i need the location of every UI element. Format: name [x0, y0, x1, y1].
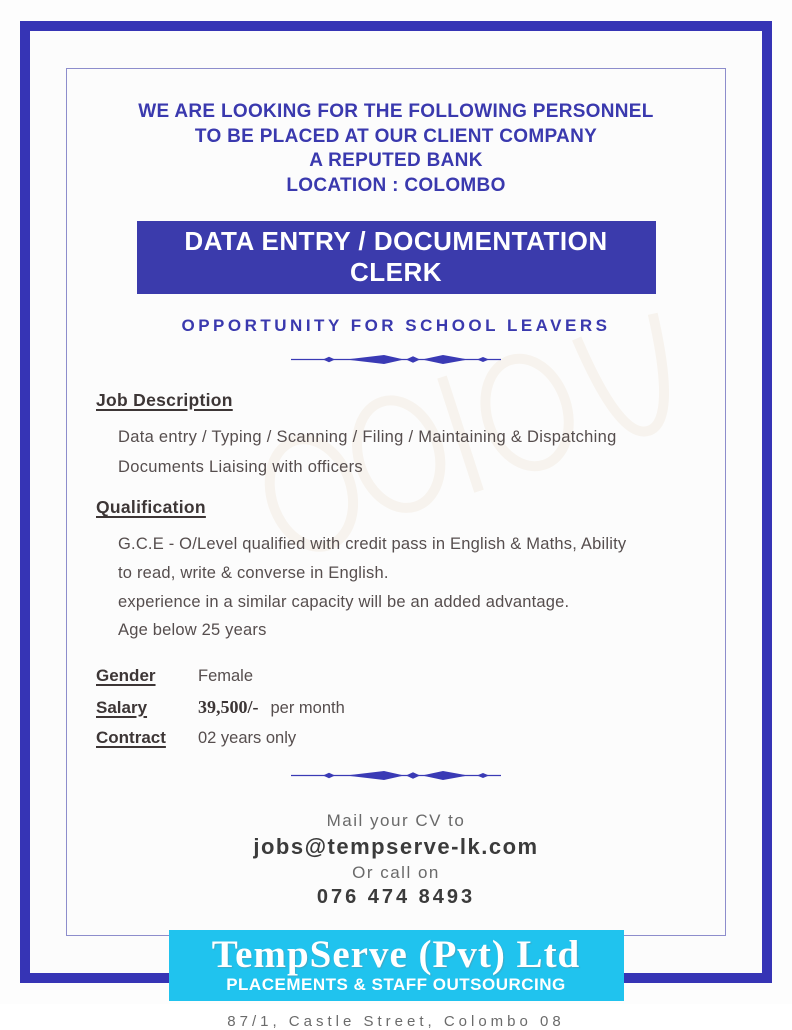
divider-ornament-icon [291, 769, 501, 782]
flyer-content [68, 70, 724, 1030]
salary-label: Salary [96, 697, 148, 717]
mail-cv-label: Mail your CV to [326, 810, 466, 830]
qualification-line: Age below 25 years [118, 621, 267, 640]
divider-bottom [68, 769, 724, 787]
company-tagline: PLACEMENTS & STAFF OUTSOURCING [226, 974, 566, 994]
header-line: LOCATION : COLOMBO [286, 174, 506, 196]
job-description-line: Documents Liaising with officers [118, 458, 363, 476]
qualification-line: experience in a similar capacity will be an added advantage. [118, 592, 570, 611]
outer-border-frame [20, 21, 772, 1030]
contract-value: 02 years only [198, 729, 297, 748]
job-description-body [118, 422, 724, 482]
salary-row [96, 692, 724, 724]
divider-top [68, 353, 724, 371]
header-line: TO BE PLACED AT OUR CLIENT COMPANY [194, 125, 598, 147]
qualification-line: G.C.E - O/Level qualified with credit pass in English & Maths, Ability [118, 535, 627, 553]
contact-block [68, 808, 724, 910]
job-description-section [68, 390, 724, 411]
job-title-banner: DATA ENTRY / DOCUMENTATION CLERK [137, 221, 656, 294]
header-line: A REPUTED BANK [309, 150, 483, 171]
company-banner [169, 930, 624, 1001]
contract-row [96, 723, 724, 754]
contact-phone: 076 474 8493 [316, 885, 476, 908]
detail-rows [96, 661, 724, 754]
gender-value: Female [198, 667, 254, 686]
header-line: WE ARE LOOKING FOR THE FOLLOWING PERSONNEL [138, 101, 654, 122]
company-address: 87/1, Castle Street, Colombo 08 [227, 1012, 565, 1030]
contact-email: jobs@tempserve-lk.com [253, 833, 539, 859]
qualification-heading: Qualification [96, 497, 206, 517]
subtitle-opportunity: OPPORTUNITY FOR SCHOOL LEAVERS [181, 316, 611, 335]
job-description-heading: Job Description [96, 390, 233, 410]
or-call-label: Or call on [352, 862, 440, 882]
qualification-section [68, 497, 724, 518]
salary-value [198, 692, 345, 724]
salary-suffix: per month [270, 698, 345, 717]
gender-row [96, 661, 724, 692]
contract-label: Contract [96, 728, 166, 748]
qualification-body [118, 530, 724, 645]
salary-amount: 39,500/- [198, 696, 259, 717]
company-name: TempServe (Pvt) Ltd [211, 932, 581, 976]
gender-label: Gender [96, 666, 156, 686]
job-description-line: Data entry / Typing / Scanning / Filing / Maintaining & Dispatching [118, 428, 617, 446]
divider-ornament-icon [291, 353, 501, 366]
qualification-line: to read, write & converse in English. [118, 563, 389, 582]
header-block [68, 100, 724, 198]
